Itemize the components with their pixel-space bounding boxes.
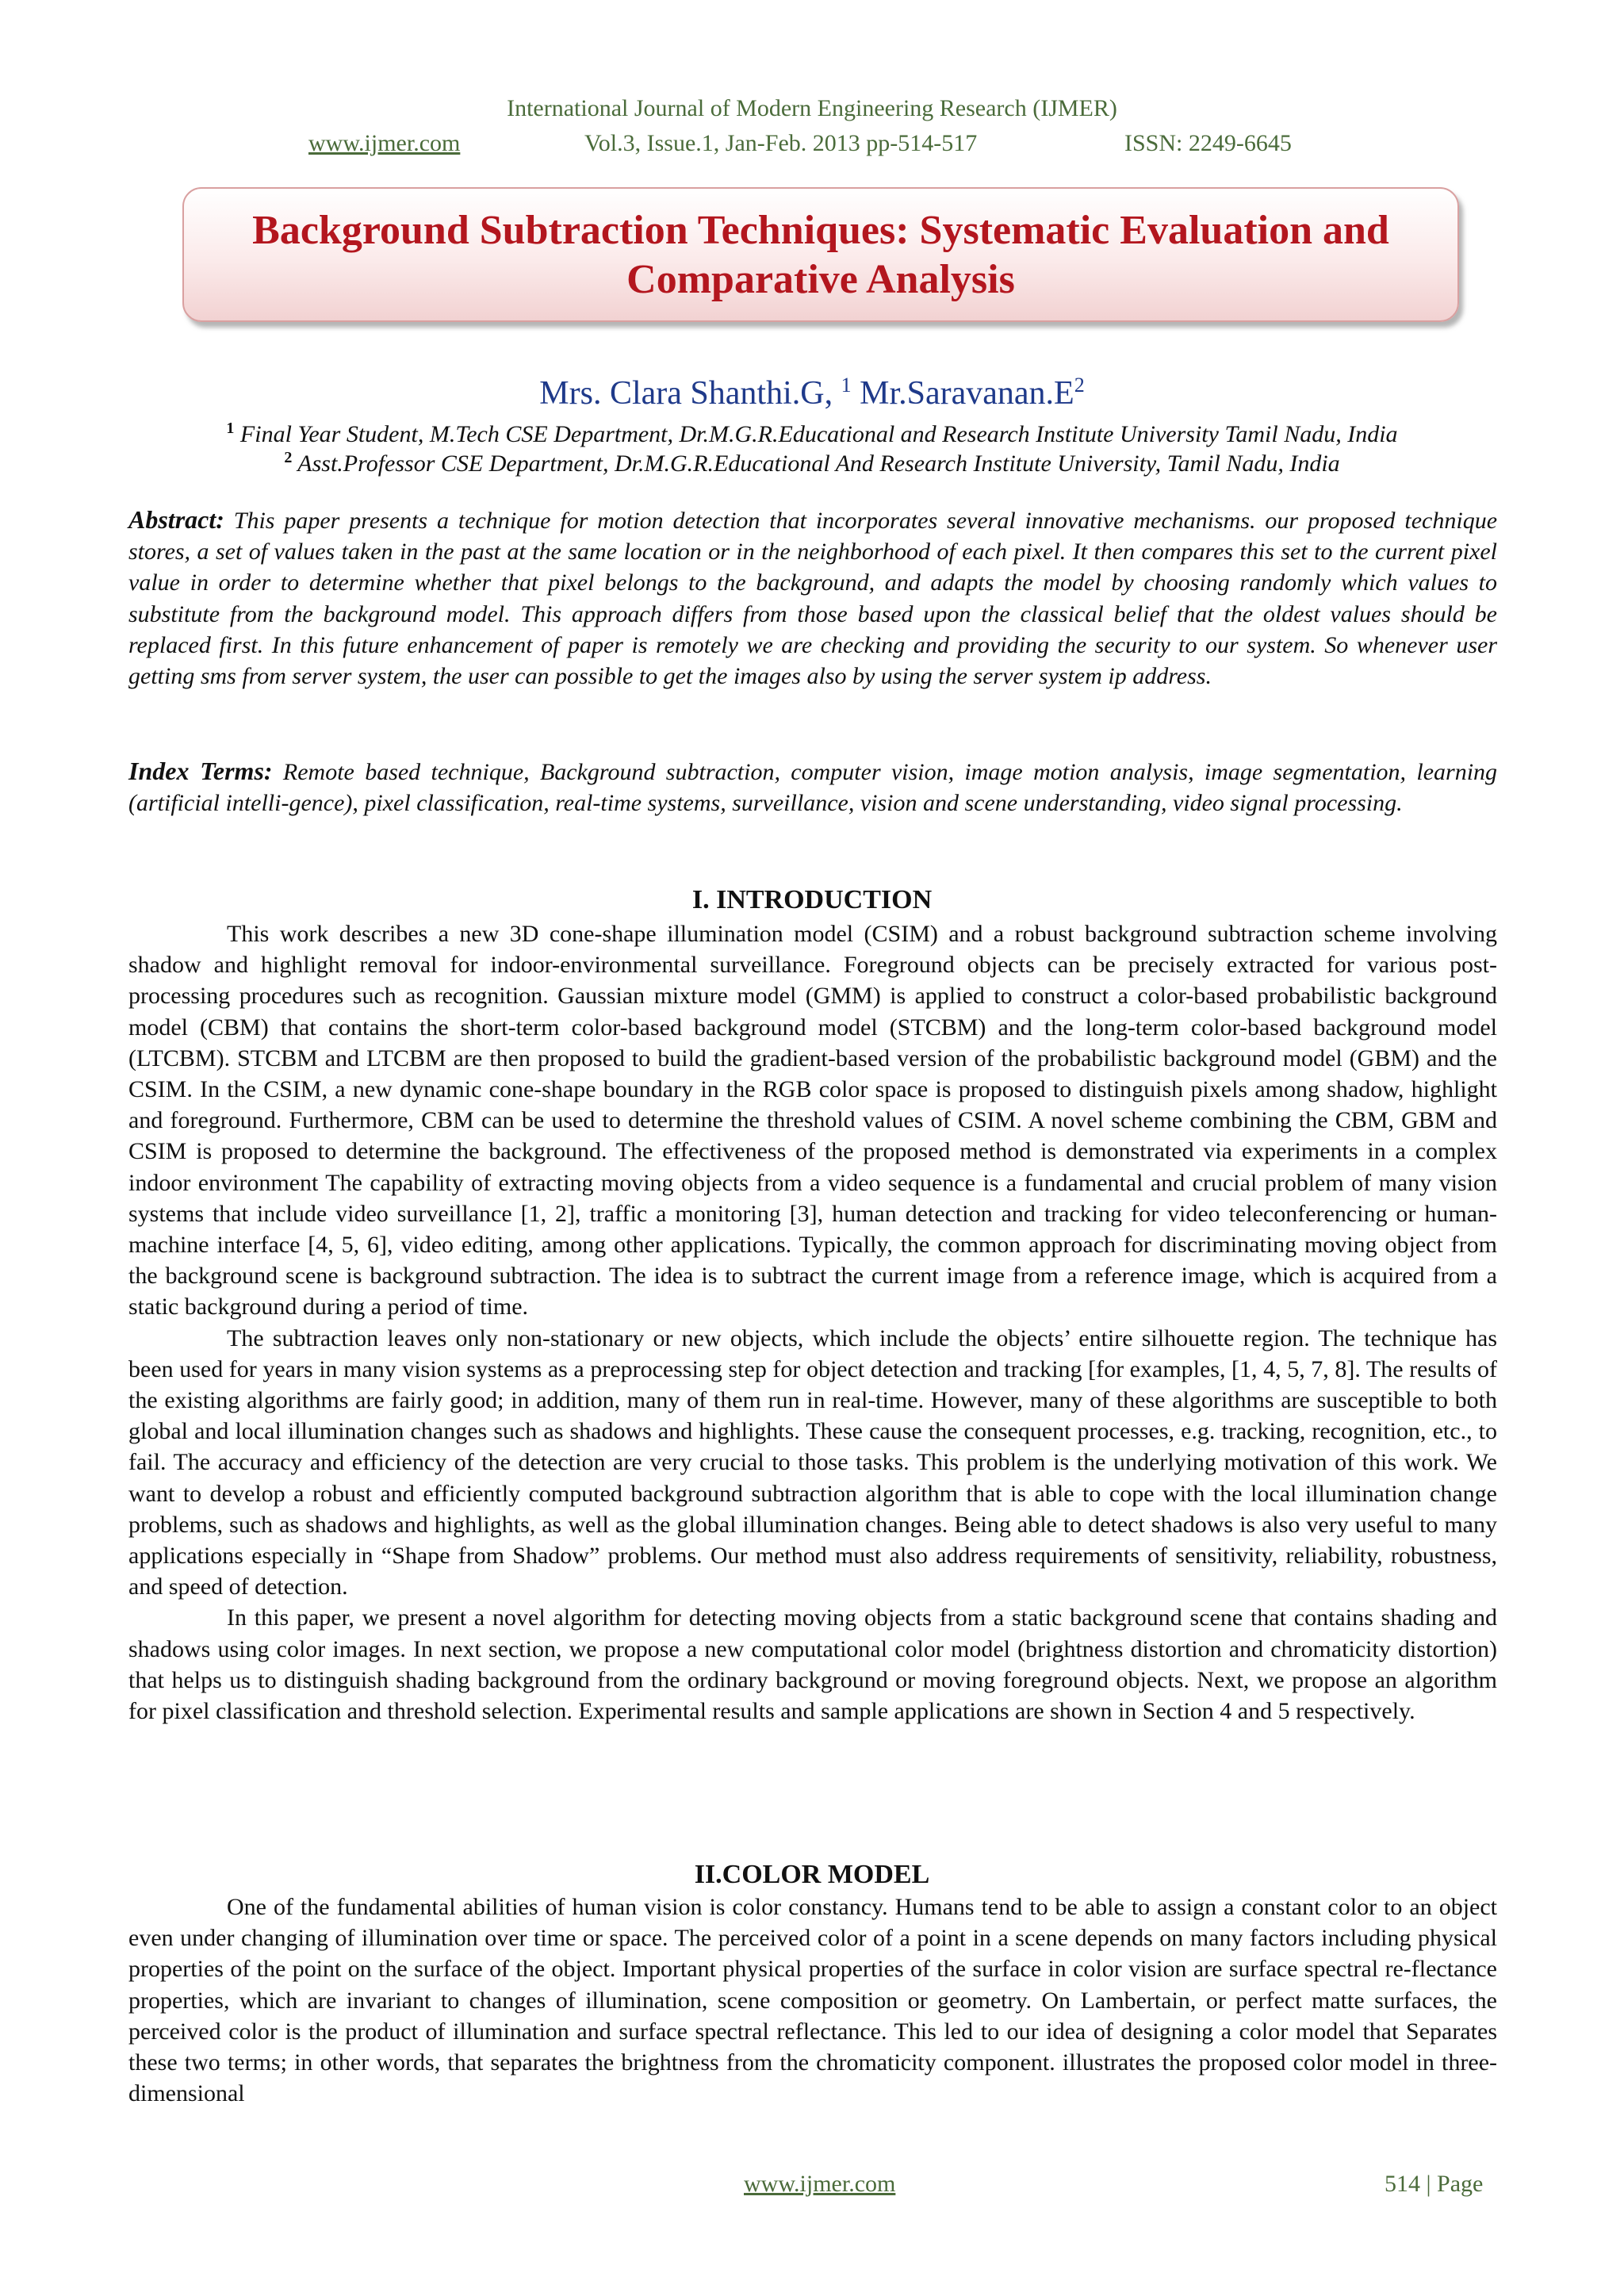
affiliation-2-number: 2 [284,449,293,466]
journal-url-link[interactable]: www.ijmer.com [308,130,461,156]
index-terms-text: Remote based technique, Background subtraction, computer vision, image motion analysis, image segmentation, learning (artificial intelli-gence), pixel classification, real-time systems, surveillance, vision and scene understanding, video signal processing. [128,759,1498,817]
abstract [128,504,1497,692]
journal-name: International Journal of Modern Engineering Research (IJMER) [507,95,1117,121]
index-terms-label: Index Terms: [128,757,273,785]
affiliation-2 [0,443,1624,479]
abstract-label: Abstract [128,505,216,534]
footer-page-number: 514 | Page [1385,2171,1484,2197]
abstract-colon: : [216,505,224,534]
author-2-superscript: 2 [1074,374,1085,397]
section-heading-introduction: I. INTRODUCTION [691,885,933,914]
affiliation-1-number: 1 [226,420,235,437]
introduction-paragraph-2: The subtraction leaves only non-stationary or new objects, which include the objects’ entire silhouette region. The technique has been used for years in many vision systems as a preprocessing step for object detection and tracking [for examples, [1, 4, 5, 7, 8]. The results of the existing algorithms are fairly good; in addition, many of them run in real-time. However, many of these algorithms are susceptible to both global and local illumination changes such as shadows and highlights. These cause the consequent processes, e.g. tracking, recognition, etc., to fail. The accuracy and efficiency of the detection are very crucial to those tasks. This problem is the underlying motivation of this work. We want to develop a robust and efficiently computed background subtraction algorithm that is able to cope with the local illumination change problems, such as shadows and highlights, as well as the global illumination changes. Being able to detect shadows is also very useful to many applications especially in “Shape from Shadow” problems. Our method must also address requirements of sensitivity, reliability, robustness, and speed of detection. [128,1324,1497,1600]
paper-title-line2: Comparative Analysis [626,257,1015,302]
authors [0,365,1624,414]
introduction-paragraph-1: This work describes a new 3D cone-shape illumination model (CSIM) and a robust background subtraction scheme involving shadow and highlight removal for indoor-environmental surveillance. Foreground objects can be precisely extracted for various post-processing procedures such as recognition. Gaussian mixture model (GMM) is applied to construct a color-based probabilistic background model (CBM) that contains the short-term color-based background model (STCBM) and the long-term color-based background model (LTCBM). STCBM and LTCBM are then proposed to build the gradient-based version of the probabilistic background model (GBM) and the CSIM. In the CSIM, a new dynamic cone-shape boundary in the RGB color space is proposed to distinguish pixels among shadow, highlight and foreground. Furthermore, CBM can be used to determine the threshold values of CSIM. A novel scheme combining the CBM, GBM and CSIM is proposed to determine the background. The effectiveness of the proposed method is demonstrated via experiments in a complex indoor environment The capability of extracting moving objects from a video sequence is a fundamental and crucial problem of many vision systems that include video surveillance [1, 2], traffic a monitoring [3], human detection and tracking for video teleconferencing or human-machine interface [4, 5, 6], video editing, among other applications. Typically, the common approach for discriminating moving object from the background scene is background subtraction. The idea is to subtract the current image from a reference image, which is acquired from a static background during a period of time. [128,921,1497,1320]
introduction-body [128,918,1497,1727]
journal-issn: ISSN: 2249-6645 [1124,130,1292,156]
color-model-body [128,1892,1497,2109]
title-box [182,187,1459,322]
index-terms [128,756,1497,818]
affiliation-2-text: Asst.Professor CSE Department, Dr.M.G.R.Educational And Research Institute University, Tamil Nadu, India [297,450,1340,477]
affiliation-1-text: Final Year Student, M.Tech CSE Department, Dr.M.G.R.Educational and Research Institute University Tamil Nadu, India [239,421,1398,447]
color-model-paragraph-1: One of the fundamental abilities of human vision is color constancy. Humans tend to be able to assign a constant color to an object even under changing of illumination over time or space. The perceived color of a point in a scene depends on many factors including physical properties of the point on the surface of the object. Important physical properties of the surface in color vision are surface spectral re-flectance properties, which are invariant to changes of illumination, scene composition or geometry. On Lambertain, or perfect matte surfaces, the perceived color is the product of illumination and surface spectral reflectance. This led to our idea of designing a color model that Separates these two terms; in other words, that separates the brightness from the chromaticity component. illustrates the proposed color model in three-dimensional [128,1894,1497,2107]
abstract-text: This paper presents a technique for motion detection that incorporates several innovative mechanisms. our proposed technique stores, a set of values taken in the past at the same location or in the neighborhood of each pixel. It then compares this set to the current pixel value in order to determine whether that pixel belongs to the background, and adapts the model by choosing randomly which values to substitute from the background model. This approach differs from those based upon the classical belief that the oldest values should be replaced first. In this future enhancement of paper is remotely we are checking and providing the security to our system. So whenever user getting sms from server system, the user can possible to get the images also by using the server system ip address. [128,508,1498,690]
section-heading-color-model: II.COLOR MODEL [694,1860,930,1889]
journal-volume: Vol.3, Issue.1, Jan-Feb. 2013 pp-514-517 [584,130,978,156]
paper-title-line1: Background Subtraction Techniques: Systematic Evaluation and [252,208,1389,253]
author-1-superscript: 1 [841,374,852,397]
paper-title [184,189,1457,305]
introduction-paragraph-3: In this paper, we present a novel algorithm for detecting moving objects from a static background scene that contains shading and shadows using color images. In next section, we propose a new computational color model (brightness distortion and chromaticity distortion) that helps us to distinguish shading background from the ordinary background or moving foreground objects. Next, we propose an algorithm for pixel classification and threshold selection. Experimental results and sample applications are shown in Section 4 and 5 respectively. [128,1604,1497,1725]
author-2: Mr.Saravanan.E [860,375,1074,412]
footer-url-link[interactable]: www.ijmer.com [744,2171,896,2197]
author-1: Mrs. Clara Shanthi.G, [539,375,833,412]
